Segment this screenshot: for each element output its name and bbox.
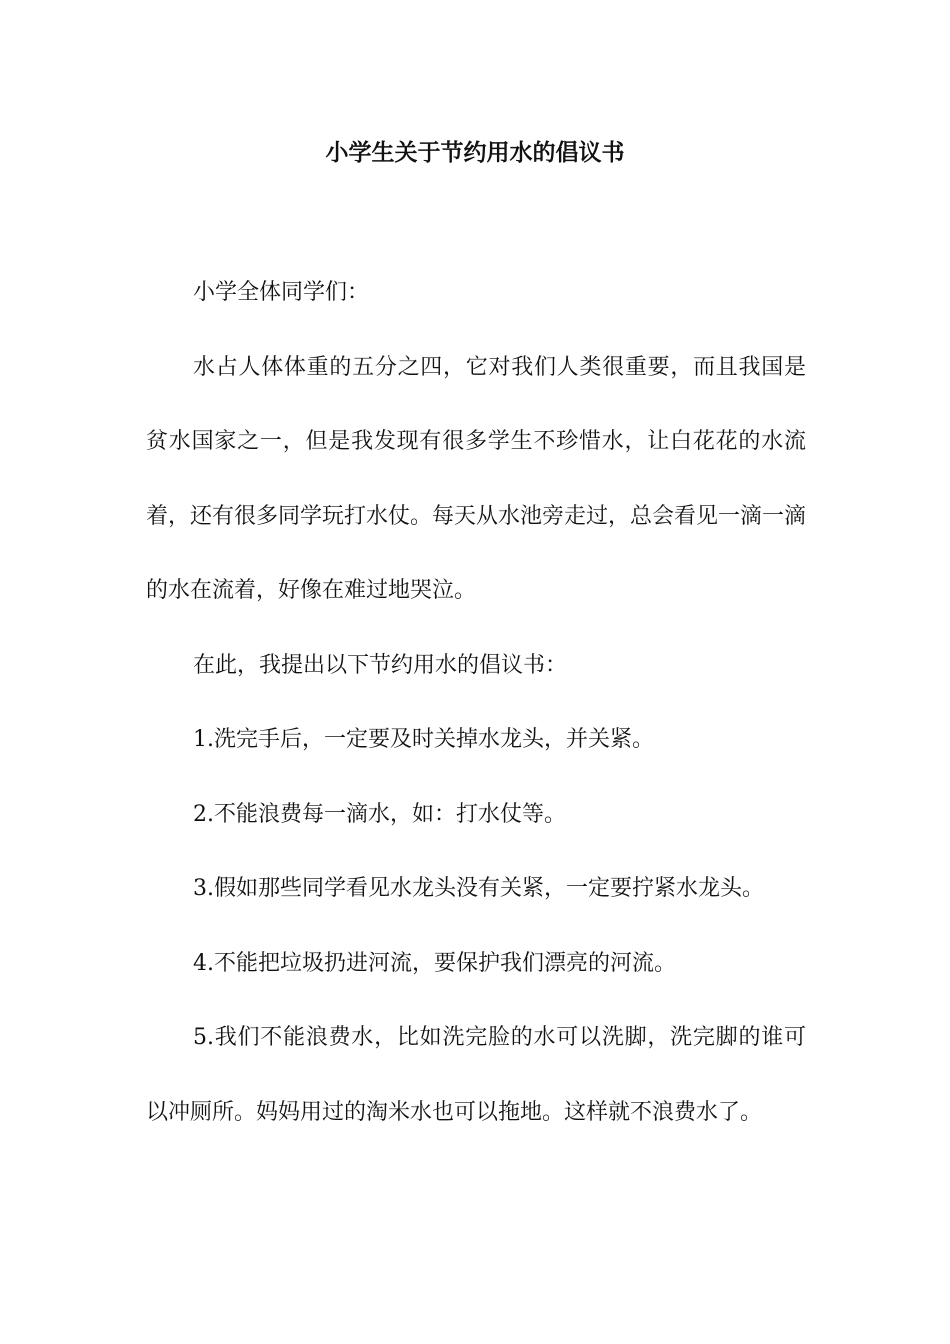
paragraph-intro: 水占人体体重的五分之四，它对我们人类很重要，而且我国是贫水国家之一，但是我发现有很多学生不珍惜水，让白花花的水流着，还有很多同学玩打水仗。每天从水池旁走过，总会看见一滴一滴的水在流着，好像在难过地哭泣。 bbox=[146, 354, 807, 603]
document-body bbox=[146, 256, 806, 1150]
document-title: 小学生关于节约用水的倡议书 bbox=[325, 139, 625, 166]
greeting: 小学全体同学们： bbox=[193, 280, 370, 305]
proposal-item-2: 2.不能浪费每一滴水，如：打水仗等。 bbox=[193, 801, 566, 827]
proposal-item-4: 4.不能把垃圾扔进河流，要保护我们漂亮的河流。 bbox=[193, 950, 676, 976]
proposal-item-3: 3.假如那些同学看见水龙头没有关紧，一定要拧紧水龙头。 bbox=[193, 876, 764, 901]
paragraph-proposal-lead: 在此，我提出以下节约用水的倡议书： bbox=[193, 652, 568, 678]
proposal-item-5: 5.我们不能浪费水，比如洗完脸的水可以洗脚，洗完脚的谁可以冲厕所。妈妈用过的淘米水也可以拖地。这样就不浪费水了。 bbox=[146, 1025, 806, 1125]
proposal-item-1: 1.洗完手后，一定要及时关掉水龙头，并关紧。 bbox=[193, 727, 654, 752]
